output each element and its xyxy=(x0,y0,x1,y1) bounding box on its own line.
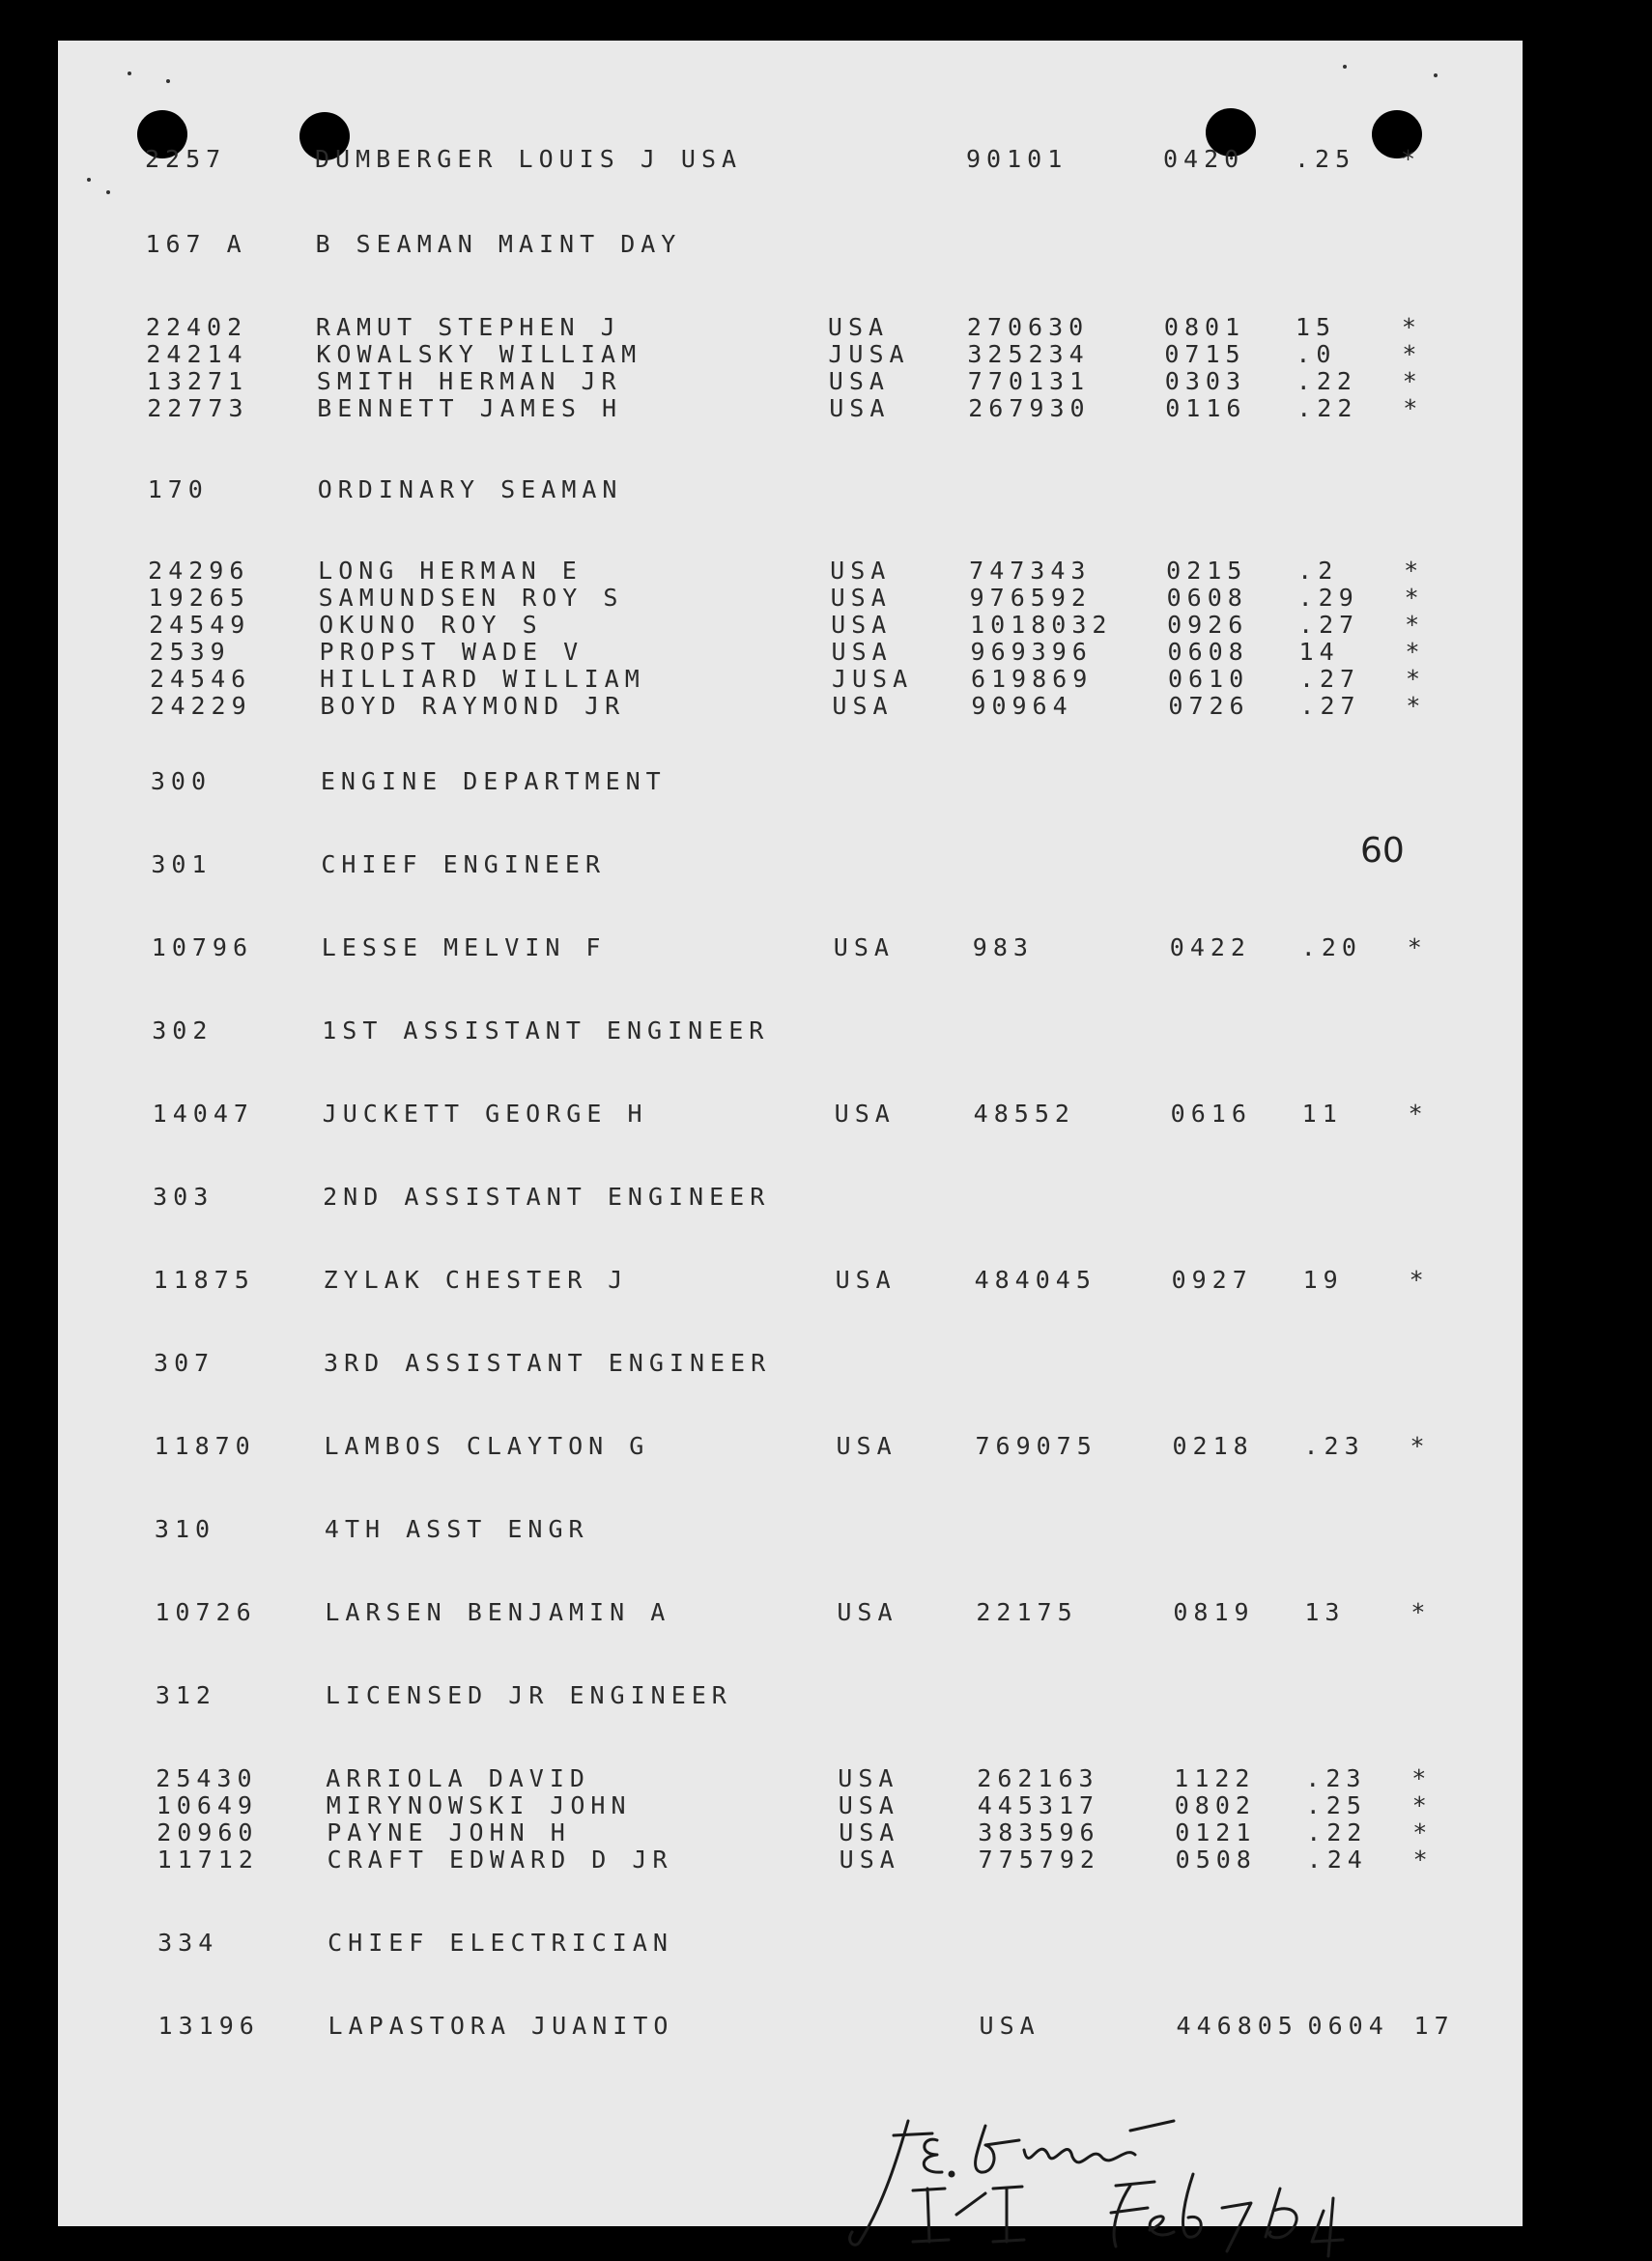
date-code: 1122 xyxy=(1174,1764,1256,1792)
date-code: 0608 xyxy=(1167,638,1249,666)
serial-number: 270630 xyxy=(966,313,1090,341)
mark: * xyxy=(1404,584,1425,612)
crew-id: 24296 xyxy=(148,557,250,585)
crew-name: KOWALSKY WILLIAM xyxy=(316,340,642,368)
crew-id: 10726 xyxy=(155,1598,257,1626)
rate: .22 xyxy=(1296,394,1358,422)
crew-id: 14047 xyxy=(152,1100,254,1128)
rate: 19 xyxy=(1302,1266,1344,1294)
date-code: 0422 xyxy=(1169,933,1251,961)
rate: .23 xyxy=(1305,1764,1367,1792)
serial-number: 976592 xyxy=(969,584,1092,612)
rate: 13 xyxy=(1304,1598,1346,1626)
section-title: ENGINE DEPARTMENT xyxy=(320,767,667,795)
serial-number: 747343 xyxy=(969,557,1092,585)
mark: * xyxy=(1412,1846,1434,1874)
serial-number: 90101 xyxy=(966,145,1068,173)
date-code: 0715 xyxy=(1164,340,1246,368)
nationality: USA xyxy=(827,313,890,341)
rate: .20 xyxy=(1300,933,1362,961)
page-number: 60 xyxy=(1360,831,1405,871)
speck xyxy=(106,190,110,194)
nationality: USA xyxy=(837,1598,898,1626)
date-code: 0927 xyxy=(1171,1266,1253,1294)
crew-id: 19265 xyxy=(148,584,250,612)
section-title: 3RD ASSISTANT ENGINEER xyxy=(324,1349,772,1377)
crew-name: ARRIOLA DAVID xyxy=(326,1764,590,1792)
speck xyxy=(1434,73,1438,77)
rate: .22 xyxy=(1306,1818,1368,1846)
nationality: JUSA xyxy=(828,340,910,368)
section-code: 310 xyxy=(154,1515,216,1543)
rate: .0 xyxy=(1296,340,1337,368)
nationality: USA xyxy=(836,1432,897,1460)
section-code: 303 xyxy=(153,1183,214,1211)
rate: .27 xyxy=(1298,611,1360,639)
nationality: USA xyxy=(839,1846,900,1874)
mark: * xyxy=(1410,1432,1431,1460)
serial-number: 769075 xyxy=(975,1432,1097,1460)
crew-id: 13196 xyxy=(157,2012,260,2040)
section-code: 334 xyxy=(157,1929,219,1957)
rate: .27 xyxy=(1298,665,1361,693)
nationality: USA xyxy=(833,933,895,961)
rate: .2 xyxy=(1297,557,1339,585)
section-title: 2ND ASSISTANT ENGINEER xyxy=(323,1183,771,1211)
nationality: USA xyxy=(839,1818,900,1846)
serial-number: 770131 xyxy=(967,367,1091,395)
date-code: 0801 xyxy=(1163,313,1246,341)
mark: * xyxy=(1405,611,1426,639)
crew-id: 24546 xyxy=(149,665,252,693)
crew-id: 10649 xyxy=(156,1791,258,1819)
crew-id: 2257 xyxy=(145,145,227,173)
nationality: USA xyxy=(838,1764,899,1792)
speck xyxy=(128,72,131,75)
section-code: 300 xyxy=(150,767,213,795)
serial-number: 484045 xyxy=(974,1266,1097,1294)
rate: .25 xyxy=(1305,1791,1367,1819)
mark: * xyxy=(1402,340,1423,368)
section-title: 4TH ASST ENGR xyxy=(324,1515,589,1543)
nationality: USA xyxy=(830,557,892,585)
section-title: 1ST ASSISTANT ENGINEER xyxy=(322,1016,770,1045)
rate: .23 xyxy=(1303,1432,1365,1460)
crew-id: 24214 xyxy=(146,340,248,368)
crew-id: 11870 xyxy=(154,1432,256,1460)
crew-id: 11712 xyxy=(157,1846,259,1874)
crew-name: BENNETT JAMES H xyxy=(317,394,623,422)
date-code: 0116 xyxy=(1165,394,1247,422)
nationality: USA xyxy=(832,692,894,720)
crew-name: PROPST WADE V xyxy=(319,638,584,666)
speck xyxy=(166,79,170,83)
crew-id: 24229 xyxy=(150,692,252,720)
nationality: USA xyxy=(829,394,891,422)
crew-id: 25430 xyxy=(156,1764,258,1792)
mark: * xyxy=(1409,1266,1430,1294)
serial-number: 445317 xyxy=(977,1791,1100,1819)
crew-id: 2539 xyxy=(149,638,231,666)
rate: 0604 xyxy=(1307,2012,1389,2040)
date-code: 0121 xyxy=(1175,1818,1257,1846)
mark: * xyxy=(1407,933,1428,961)
mark: * xyxy=(1405,638,1426,666)
nationality: USA xyxy=(831,611,893,639)
date-code: 0608 xyxy=(1166,584,1248,612)
crew-name: RAMUT STEPHEN J xyxy=(315,313,621,341)
serial-number: 383596 xyxy=(978,1818,1100,1846)
crew-name: LONG HERMAN E xyxy=(318,557,583,585)
rate: 14 xyxy=(1298,638,1340,666)
crew-name: LAPASTORA JUANITO xyxy=(328,2012,674,2040)
date-code: 0819 xyxy=(1173,1598,1255,1626)
nationality: USA xyxy=(835,1266,897,1294)
section-code: 301 xyxy=(151,850,213,878)
section-title: CHIEF ENGINEER xyxy=(321,850,607,878)
speck xyxy=(1343,65,1347,69)
mark: * xyxy=(1403,394,1424,422)
serial-number: 983 xyxy=(972,933,1034,961)
date-code: 0303 xyxy=(1164,367,1247,395)
document-page xyxy=(58,41,1523,2226)
crew-id: 20960 xyxy=(157,1818,259,1846)
crew-name: ZYLAK CHESTER J xyxy=(323,1266,629,1294)
section-code: 312 xyxy=(155,1681,216,1709)
date-code: 0508 xyxy=(1175,1846,1257,1874)
crew-name: JUCKETT GEORGE H xyxy=(322,1100,648,1128)
mark: * xyxy=(1412,1818,1434,1846)
serial-number: 90964 xyxy=(971,692,1073,720)
nationality: USA xyxy=(830,584,892,612)
section-code: 170 xyxy=(147,475,209,503)
nationality: USA xyxy=(834,1100,896,1128)
crew-name: LARSEN BENJAMIN A xyxy=(325,1598,671,1626)
section-code: 307 xyxy=(154,1349,215,1377)
section-title: ORDINARY SEAMAN xyxy=(317,475,623,503)
date-code: 0616 xyxy=(1170,1100,1252,1128)
mark: * xyxy=(1406,692,1427,720)
crew-name: HILLIARD WILLIAM xyxy=(319,665,645,693)
serial-number: 969396 xyxy=(970,638,1093,666)
section-title: CHIEF ELECTRICIAN xyxy=(328,1929,673,1957)
crew-name: SAMUNDSEN ROY S xyxy=(318,584,624,612)
crew-id: 24549 xyxy=(149,611,251,639)
serial-number: USA xyxy=(979,2012,1040,2040)
mark: 17 xyxy=(1413,2012,1455,2040)
serial-number: 48552 xyxy=(973,1100,1075,1128)
crew-id: 11875 xyxy=(153,1266,255,1294)
mark: * xyxy=(1411,1764,1433,1792)
mark: * xyxy=(1401,313,1422,341)
crew-name: CRAFT EDWARD D JR xyxy=(327,1846,673,1874)
rate: .25 xyxy=(1295,145,1356,173)
rate: 11 xyxy=(1301,1100,1343,1128)
crew-name: MIRYNOWSKI JOHN xyxy=(326,1791,632,1819)
date-code: 0802 xyxy=(1174,1791,1256,1819)
crew-name: SMITH HERMAN JR xyxy=(316,367,622,395)
mark: * xyxy=(1408,1100,1429,1128)
date-code: 0610 xyxy=(1167,665,1250,693)
handwritten-signature xyxy=(840,2097,1517,2261)
mark: * xyxy=(1402,367,1423,395)
serial-number: 267930 xyxy=(968,394,1091,422)
mark: * xyxy=(1411,1791,1433,1819)
nationality: USA xyxy=(838,1791,899,1819)
mark: * xyxy=(1410,1598,1432,1626)
crew-id: 22402 xyxy=(145,313,248,341)
date-code: 446805 xyxy=(1176,2012,1298,2040)
crew-name: PAYNE JOHN H xyxy=(327,1818,571,1846)
mark: * xyxy=(1405,665,1427,693)
nationality: JUSA xyxy=(831,665,914,693)
date-code: 0726 xyxy=(1168,692,1250,720)
section-title: LICENSED JR ENGINEER xyxy=(325,1681,732,1709)
crew-name: OKUNO ROY S xyxy=(319,611,543,639)
section-title: B SEAMAN MAINT DAY xyxy=(315,230,682,258)
rate: .29 xyxy=(1297,584,1359,612)
rate: .22 xyxy=(1296,367,1357,395)
rate: 15 xyxy=(1295,313,1336,341)
crew-id: 13271 xyxy=(146,367,249,395)
date-code: 0215 xyxy=(1166,557,1248,585)
serial-number: 262163 xyxy=(977,1764,1099,1792)
serial-number: 619869 xyxy=(970,665,1094,693)
rate: .27 xyxy=(1299,692,1361,720)
serial-number: 1018032 xyxy=(970,611,1113,639)
rate: .24 xyxy=(1306,1846,1368,1874)
crew-name: LAMBOS CLAYTON G xyxy=(324,1432,650,1460)
date-code: 0218 xyxy=(1172,1432,1254,1460)
mark: * xyxy=(1404,557,1425,585)
nationality: USA xyxy=(828,367,890,395)
nationality: USA xyxy=(831,638,893,666)
serial-number: 22175 xyxy=(976,1598,1078,1626)
crew-id: 22773 xyxy=(147,394,249,422)
crew-name: DUMBERGER LOUIS J USA xyxy=(315,145,743,173)
section-code: 167 A xyxy=(145,230,247,258)
crew-name: BOYD RAYMOND JR xyxy=(320,692,626,720)
section-code: 302 xyxy=(152,1016,214,1045)
speck xyxy=(87,178,91,182)
date-code: 0926 xyxy=(1167,611,1249,639)
mark: * xyxy=(1401,145,1422,173)
serial-number: 775792 xyxy=(978,1846,1100,1874)
serial-number: 325234 xyxy=(967,340,1090,368)
date-code: 0420 xyxy=(1163,145,1245,173)
crew-name: LESSE MELVIN F xyxy=(321,933,607,961)
crew-id: 10796 xyxy=(151,933,254,961)
